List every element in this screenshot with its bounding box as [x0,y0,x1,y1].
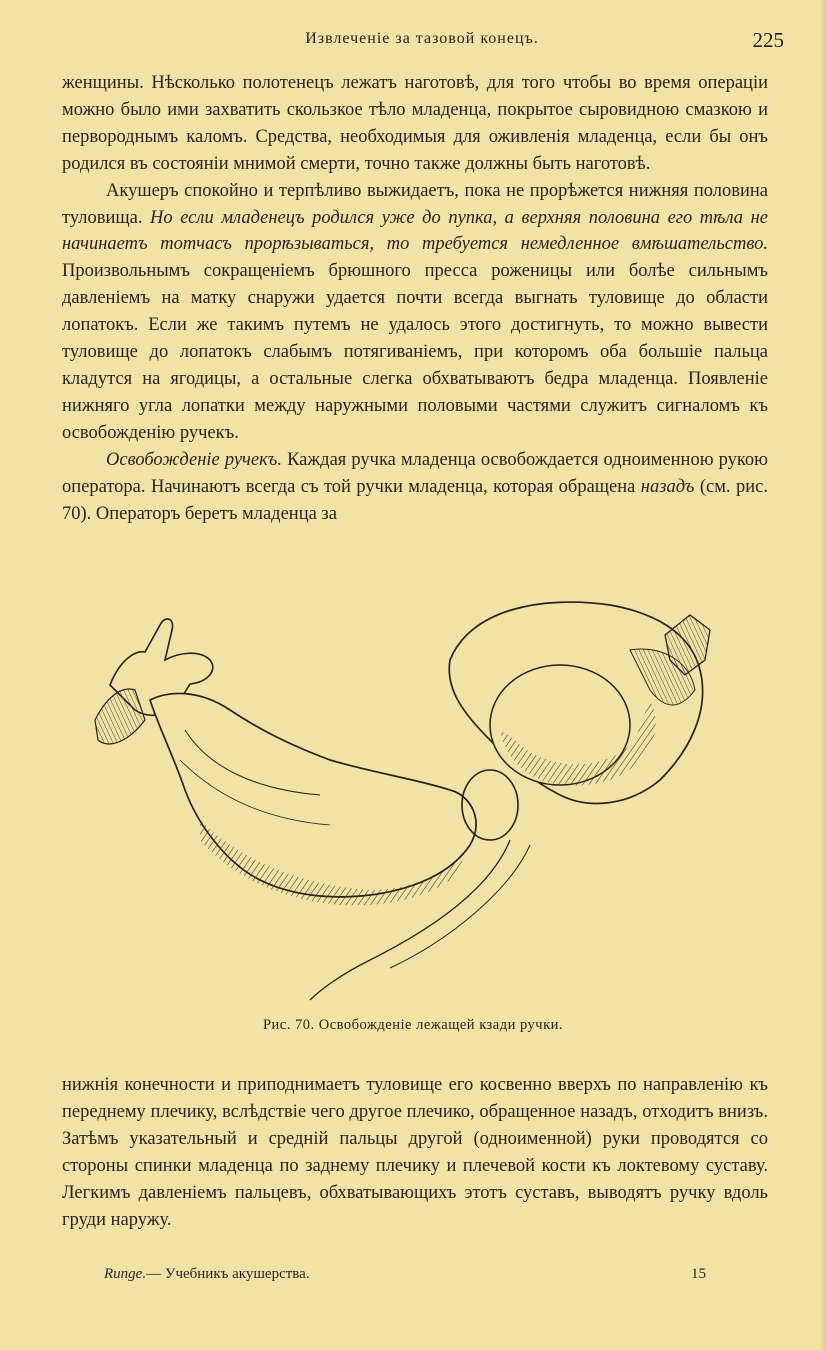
text-segment: Каждая ручка младенца освобождается одноименною рукою оператора. Начинаютъ всегда съ той ручки младенца, которая обращена [62,449,768,497]
obstetric-engraving [90,590,740,1010]
paragraph [62,1072,768,1233]
text-segment: женщины. Нѣсколько полотенецъ лежатъ наготовѣ, для того чтобы во время операціи можно было ими захватить скользкое тѣло младенца, покрытое сыровидною смазкою и первороднымъ каломъ. Средства, необходимыя для оживленія младенца, если бы онъ родился въ состояніи мнимой смерти, точно также должны быть наготовѣ. [62,73,768,174]
text-segment: (см. рис. 70). Операторъ беретъ младенца за [62,476,768,524]
paragraph [62,447,768,528]
signature-mark: 15 [691,1266,706,1282]
footer-author: Runge. [104,1266,147,1282]
text-block-bottom [62,1072,768,1233]
text-segment: Акушеръ спокойно и терпѣливо выжидаетъ, пока не прорѣжется нижняя половина туловища. [62,180,768,228]
italic-segment: Но если младенецъ родился уже до пупка, а верхняя половина его тѣла не начинаетъ тотчасъ прорѣзываться, то требуется немедленное вмѣшательство. [62,207,768,255]
paragraph [62,70,768,178]
infant-body [150,693,476,896]
footer-title: — Учебникъ акушерства. [146,1266,310,1282]
italic-segment: назадъ [640,476,695,497]
paragraph [62,178,768,447]
footer-book [104,1266,310,1283]
figure-illustration [90,590,740,1010]
figure-caption: Рис. 70. Освобожденіе лежащей кзади ручки. [262,1017,564,1033]
page-number: 225 [752,28,784,52]
page-edge [820,0,826,1350]
footer [104,1266,706,1288]
italic-heading: Освобожденіе ручекъ. [106,449,282,470]
text-block-top [62,70,768,527]
text-segment: Произвольнымъ сокращеніемъ брюшного пресса роженицы или болѣе сильнымъ давленіемъ на матку снаружи удается почти всегда выгнать туловище до области лопатокъ. Если же такимъ путемъ не удалось этого достигнуть, то можно вывести туловище до лопатокъ слабымъ потягиваніемъ, при которомъ оба большіе пальца кладутся на ягодицы, а остальные слегка обхватываютъ бедра младенца. Появленіе нижняго угла лопатки между наружными половыми частями служитъ сигналомъ къ освобожденію ручекъ. [62,261,768,443]
running-title: Извлеченіе за тазовой конецъ. [305,30,539,47]
text-segment: нижнія конечности и приподнимаетъ туловище его косвенно вверхъ по направленію къ переднему плечику, вслѣдствіе чего другое плечико, обращенное назадъ, отходитъ внизъ. Затѣмъ указательный и средній пальцы другой (одноименной) руки проводятся со стороны спинки младенца по заднему плечику и плечевой кости къ локтевому суставу. Легкимъ давленіемъ пальцевъ, обхватывающихъ этотъ суставъ, выводятъ ручку вдоль груди наружу. [62,1075,768,1230]
running-header [60,28,784,56]
